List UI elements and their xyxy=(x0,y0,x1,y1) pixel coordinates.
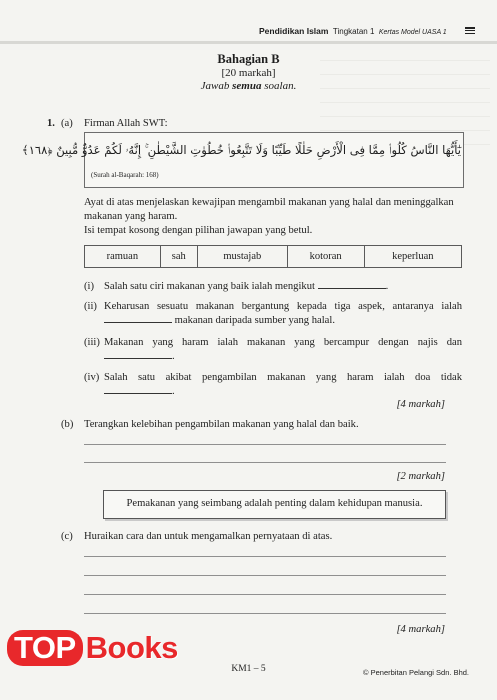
choice-cell: ramuan xyxy=(85,246,161,268)
item-ii-line1: Keharusan sesuatu makanan bergantung kepada tiga aspek, antaranya ialah xyxy=(104,301,462,312)
item-i: Salah satu ciri makanan yang baik ialah mengikut . xyxy=(104,281,389,292)
section-marks: [20 markah] xyxy=(221,67,276,79)
topbooks-watermark-logo: TOP Books xyxy=(7,630,178,666)
item-iv-line1: Salah satu akibat pengambilan makanan yang haram ialah doa tidak xyxy=(104,372,462,383)
answer-line[interactable] xyxy=(84,613,446,614)
item-number: (ii) xyxy=(84,301,97,312)
part-b-marks: [2 markah] xyxy=(396,471,445,482)
header-subject: Pendidikan Islam xyxy=(259,26,329,36)
item-number: (i) xyxy=(84,281,94,292)
section-instruction: Jawab semua soalan. xyxy=(200,80,297,92)
answer-line[interactable] xyxy=(84,444,446,445)
answer-blank[interactable] xyxy=(104,393,172,394)
answer-line[interactable] xyxy=(84,556,446,557)
header-level: Tingkatan 1 xyxy=(332,27,375,36)
page-number: KM1 – 5 xyxy=(231,664,266,674)
item-ii-line2: makanan daripada sumber yang halal. xyxy=(104,314,335,327)
item-iii-line2: . xyxy=(104,350,175,363)
explanation-line-1: Ayat di atas menjelaskan kewajipan mengambil makanan yang halal dan meninggalkan xyxy=(84,197,454,208)
part-a-lead: Firman Allah SWT: xyxy=(84,118,168,129)
quran-verse-box xyxy=(21,132,464,188)
answer-line[interactable] xyxy=(84,462,446,463)
part-b-question: Terangkan kelebihan pengambilan makanan yang halal dan baik. xyxy=(84,419,359,430)
publisher-credit: © Penerbitan Pelangi Sdn. Bhd. xyxy=(362,668,469,677)
part-b-label: (b) xyxy=(61,419,74,430)
header-paper: Kertas Model UASA 1 xyxy=(378,29,447,36)
verse-reference: (Surah al-Baqarah: 168) xyxy=(91,171,159,179)
item-number: (iii) xyxy=(84,337,100,348)
answer-blank[interactable] xyxy=(318,288,386,289)
choice-cell: sah xyxy=(160,246,197,268)
answer-blank[interactable] xyxy=(104,322,172,323)
item-number: (iv) xyxy=(84,372,100,383)
part-a-marks: [4 markah] xyxy=(396,399,445,410)
section-title: Bahagian B xyxy=(217,52,280,66)
quran-verse-text: يٰٓأَيُّهَا النَّاسُ كُلُوا۟ مِمَّا فِى الْأَرْضِ حَلٰلًا طَيِّبًا وَلَا تَتَّبِعُوا۟ خُطُوٰتِ الشَّيْطٰنِ ۚ إِنَّهُۥ لَكُمْ عَدُوٌّ مُّبِينٌ ﴿١٦٨﴾ xyxy=(21,143,461,157)
choice-cell: keperluan xyxy=(364,246,461,268)
part-c-marks: [4 markah] xyxy=(396,624,445,635)
answer-blank[interactable] xyxy=(104,358,172,359)
answer-line[interactable] xyxy=(84,594,446,595)
explanation-line-2: makanan yang haram. xyxy=(84,211,178,222)
item-iii-line1: Makanan yang haram ialah makanan yang bercampur dengan najis dan xyxy=(104,337,462,348)
publisher-logo-icon xyxy=(465,27,475,37)
choice-cell: kotoran xyxy=(287,246,364,268)
choice-cell: mustajab xyxy=(197,246,287,268)
header-rule xyxy=(0,41,497,44)
running-header xyxy=(259,26,447,36)
statement-box: Pemakanan yang seimbang adalah penting dalam kehidupan manusia. xyxy=(103,490,446,519)
part-c-question: Huraikan cara dan untuk mengamalkan pernyataan di atas. xyxy=(84,531,333,542)
part-a-label: (a) xyxy=(61,118,73,129)
part-c-label: (c) xyxy=(61,531,73,542)
answer-line[interactable] xyxy=(84,575,446,576)
fill-instruction: Isi tempat kosong dengan pilihan jawapan yang betul. xyxy=(84,225,313,236)
choice-table xyxy=(84,245,462,268)
question-number: 1. xyxy=(47,118,55,129)
item-iv-line2: . xyxy=(104,385,175,398)
